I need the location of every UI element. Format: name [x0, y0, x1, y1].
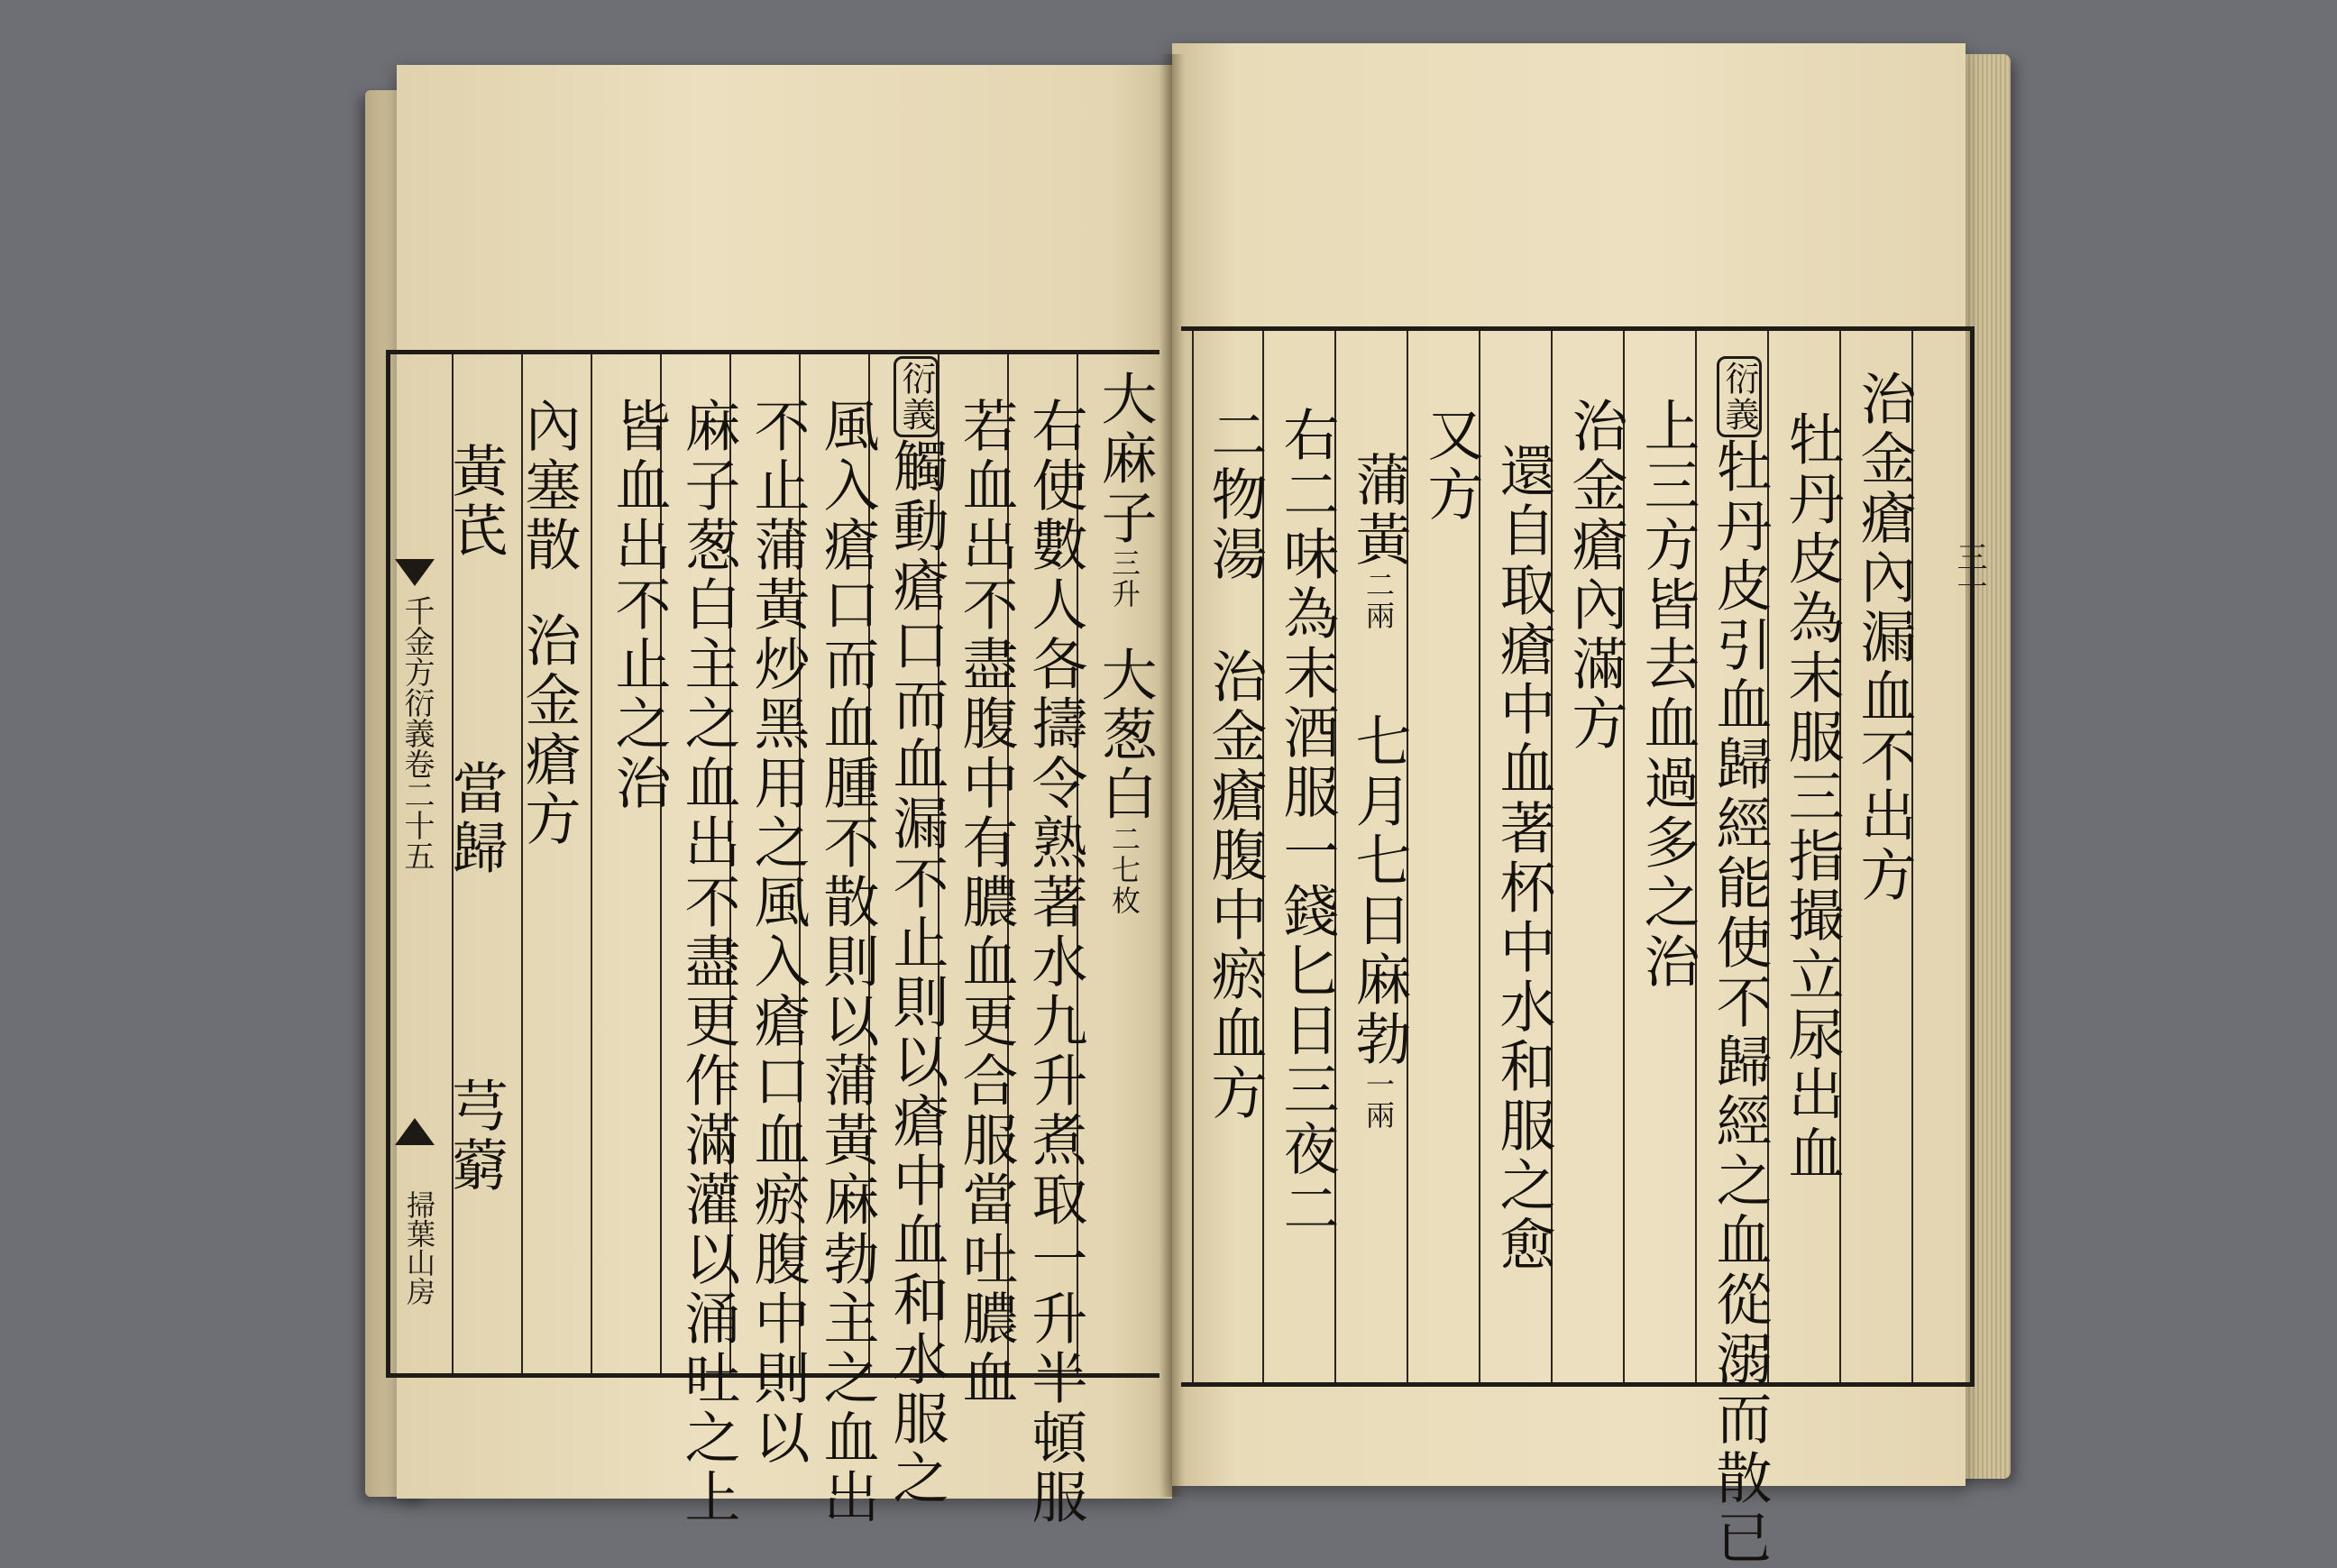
right-col-6: 還自取瘡中血著杯中水和服之愈 — [1490, 442, 1556, 1275]
right-col-10: 二物湯治金瘡腹中瘀血方 — [1202, 406, 1268, 1123]
yanyi-tag-right: 衍義 — [1717, 356, 1762, 437]
left-col-5: 風入瘡口而血腫不散則以蒲黃麻勃主之血出 — [814, 397, 880, 1527]
left-col-1: 大麻子三升大葱白二七枚 — [1092, 370, 1158, 916]
left-col-10: 黃芪當歸芎藭 — [443, 442, 509, 1196]
left-col-6: 不止蒲黃炒黑用之風入瘡口血瘀腹中則以 — [745, 397, 811, 1468]
left-col-2: 右使數人各擣令熟著水九升煮取一升半頓服 — [1022, 397, 1088, 1527]
publisher-name: 掃葉山房 — [402, 1190, 436, 1306]
left-banxin-title: 千金方衍義卷二十五 — [399, 595, 435, 871]
right-banxin-number: 三十 — [1951, 541, 1987, 602]
left-col-4: 衍義觸動瘡口而血漏不止則以瘡中血和水服之 — [883, 356, 949, 1508]
right-col-8: 蒲黃二兩七月七日麻勃一兩 — [1346, 451, 1412, 1131]
fishtail-bottom — [395, 1118, 435, 1145]
left-col-7: 麻子葱白主之血出不盡更作滿灌以涌吐之上 — [675, 397, 741, 1527]
right-col-2: 牡丹皮為末服三指撮立尿出血 — [1779, 410, 1845, 1184]
right-col-7: 又方 — [1418, 406, 1484, 525]
right-col-9: 右二味為末酒服一錢匕日三夜二 — [1274, 406, 1340, 1239]
right-col-3: 衍義牡丹皮引血歸經能使不歸經之血從溺而散已 — [1706, 356, 1773, 1568]
fishtail-top — [395, 559, 435, 586]
left-col-8: 皆血出不止之治 — [606, 397, 672, 813]
left-col-9: 內塞散治金瘡方 — [516, 397, 582, 849]
right-col-1: 治金瘡內漏血不出方 — [1851, 370, 1917, 905]
right-col-5: 治金瘡內滿方 — [1563, 397, 1628, 754]
right-col-4: 上三方皆去血過多之治 — [1635, 397, 1700, 992]
left-col-3: 若血出不盡腹中有膿血更合服當吐膿血 — [953, 397, 1019, 1408]
yanyi-tag: 衍義 — [894, 356, 939, 437]
